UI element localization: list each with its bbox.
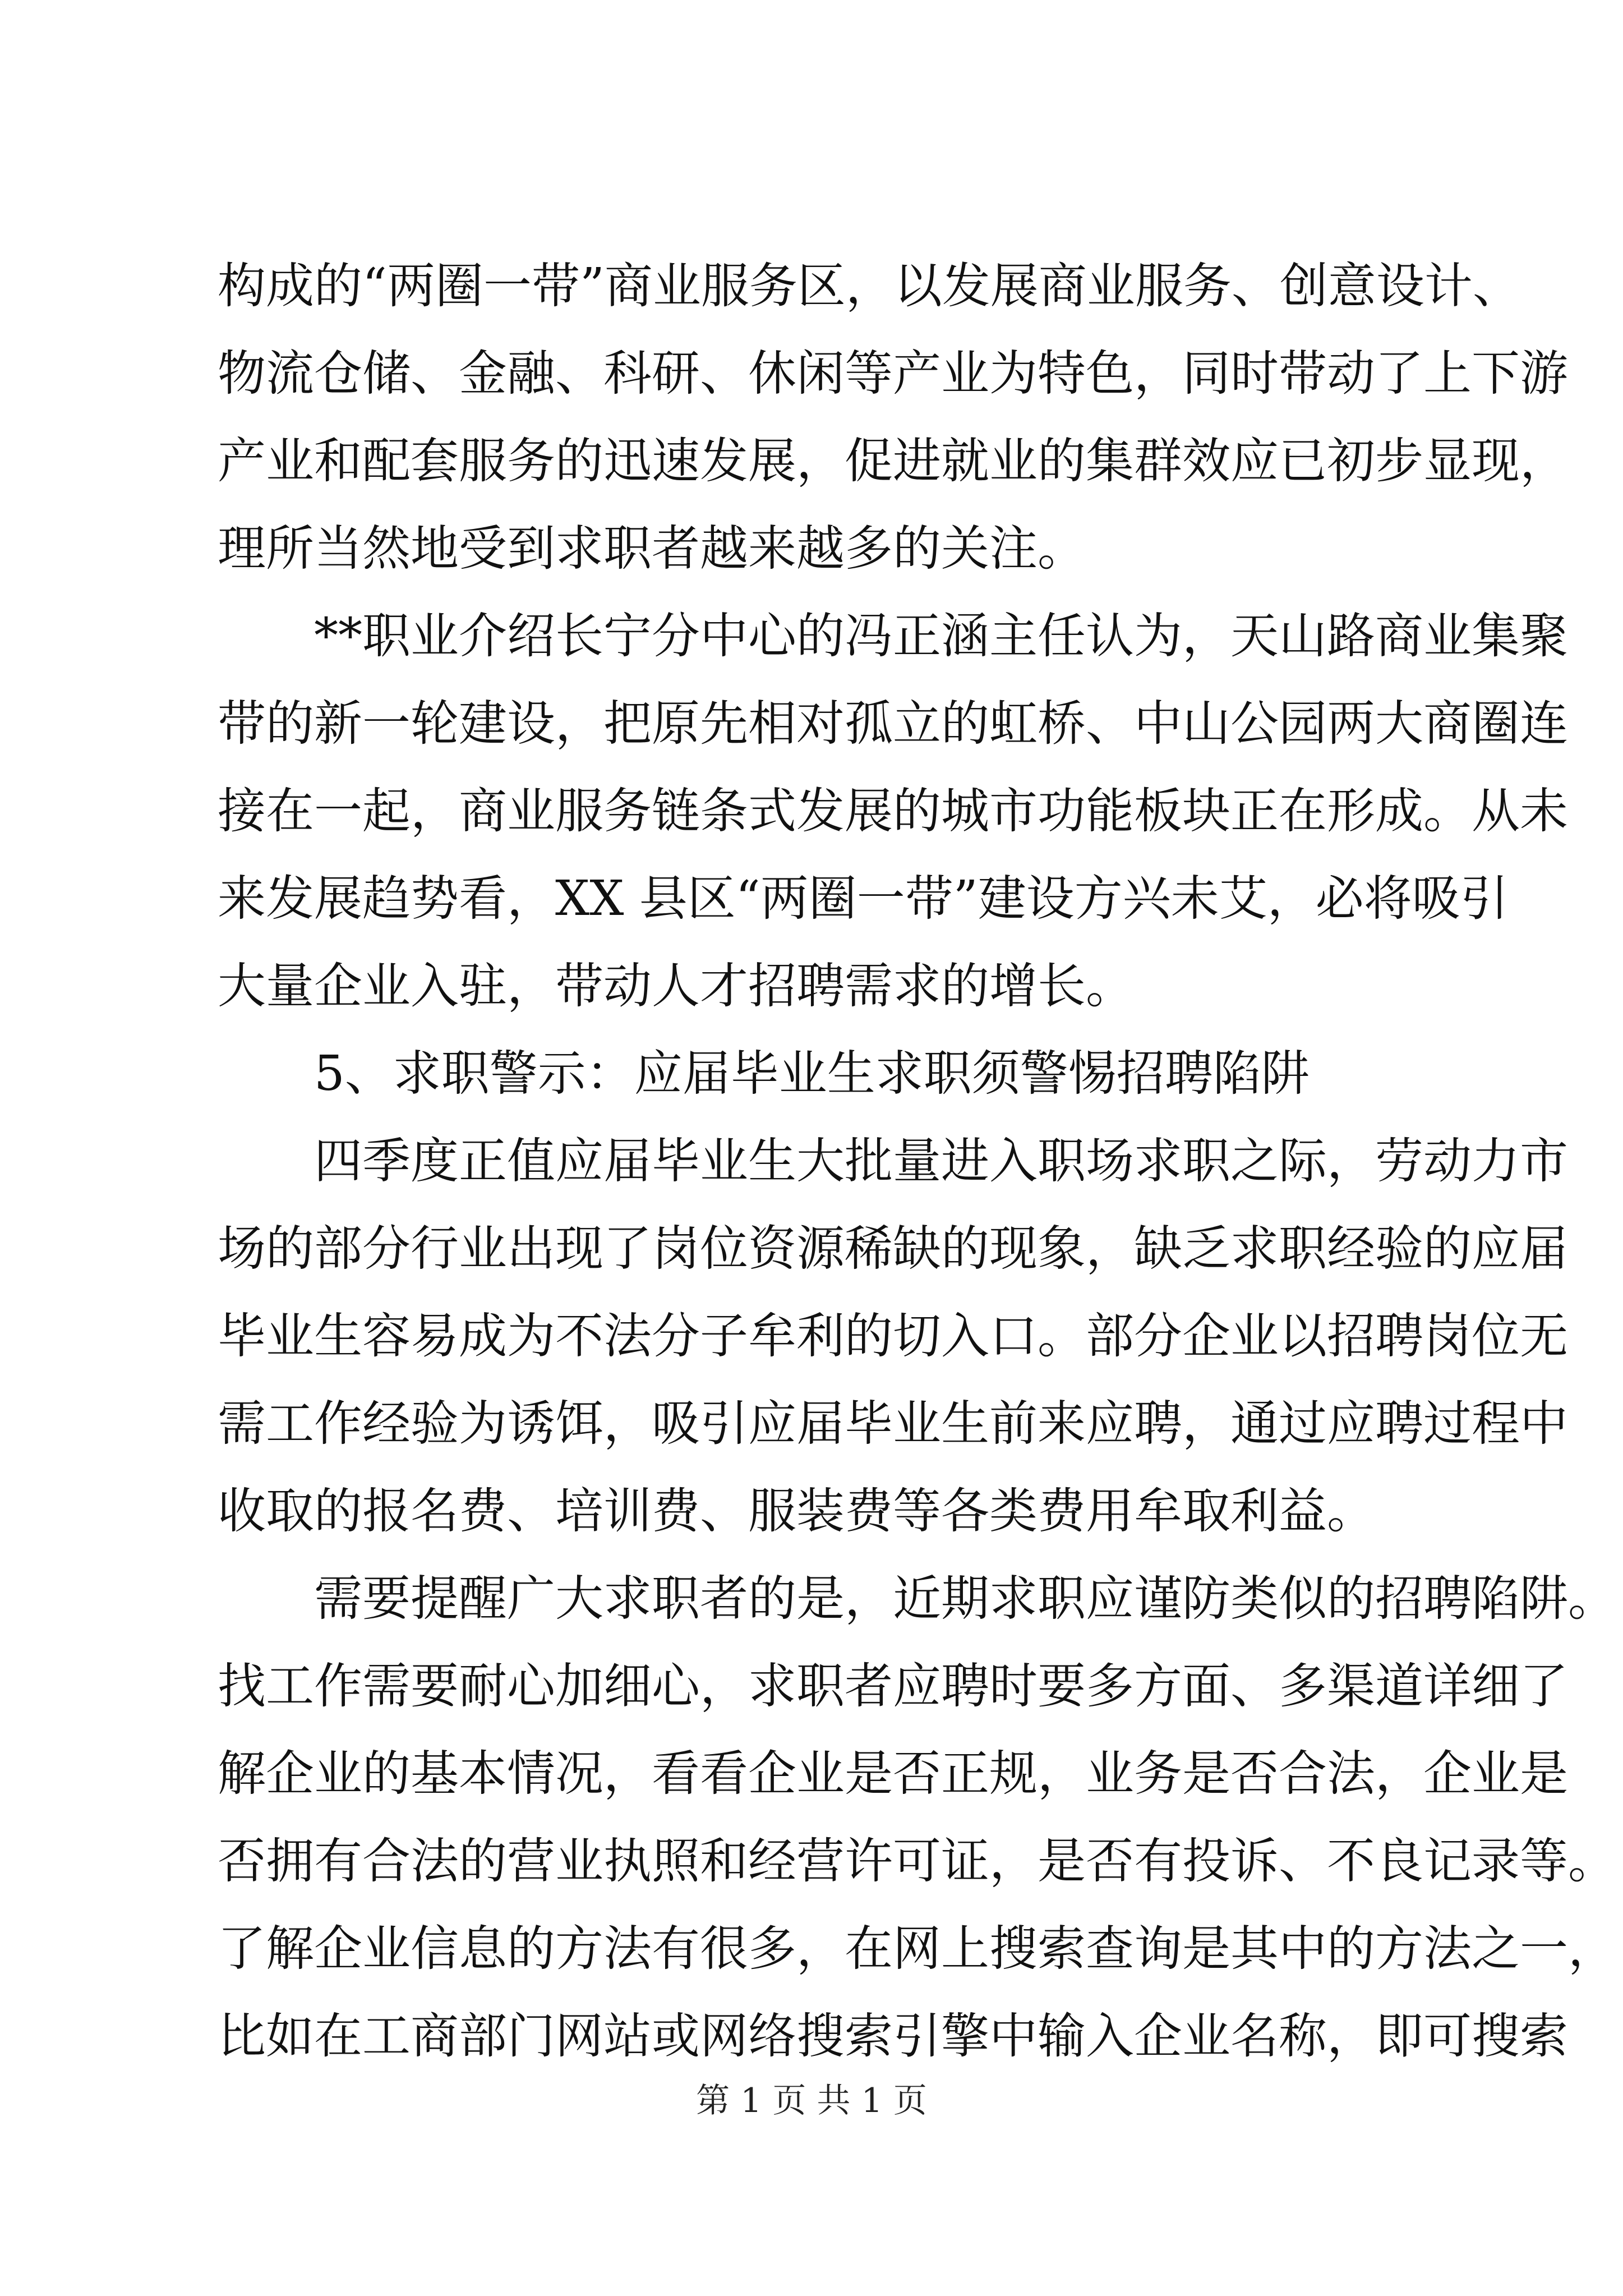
page-number-footer: 第 1 页 共 1 页 — [696, 2081, 927, 2120]
text-line: 比如在工商部门网站或网络搜索引擎中输入企业名称，即可搜索 — [218, 2008, 1568, 2064]
text-line: 场的部分行业出现了岗位资源稀缺的现象，缺乏求职经验的应届 — [218, 1221, 1568, 1277]
text-line: 找工作需要耐心加细心，求职者应聘时要多方面、多渠道详细了 — [218, 1658, 1568, 1714]
text-line: 需要提醒广大求职者的是，近期求职应谨防类似的招聘陷阱。 — [314, 1571, 1616, 1627]
text-line: 带的新一轮建设，把原先相对孤立的虹桥、中山公园两大商圈连 — [218, 696, 1568, 752]
document-body — [218, 242, 1616, 2080]
text-line: 需工作经验为诱饵，吸引应届毕业生前来应聘，通过应聘过程中 — [218, 1396, 1568, 1452]
text-line: 物流仓储、金融、科研、休闲等产业为特色，同时带动了上下游 — [218, 346, 1568, 402]
text-line: 理所当然地受到求职者越来越多的关注。 — [218, 521, 1086, 577]
text-line: 收取的报名费、培训费、服装费等各类费用牟取利益。 — [218, 1483, 1375, 1539]
text-line: 来发展趋势看，XX 县区“两圈一带”建设方兴未艾，必将吸引 — [218, 871, 1509, 927]
text-line: 了解企业信息的方法有很多，在网上搜索查询是其中的方法之一， — [218, 1921, 1616, 1977]
section-heading: 5、求职警示：应届毕业生求职须警惕招聘陷阱 — [314, 1046, 1310, 1102]
text-line: 接在一起，商业服务链条式发展的城市功能板块正在形成。从未 — [218, 783, 1568, 839]
text-line: 解企业的基本情况，看看企业是否正规，业务是否合法，企业是 — [218, 1746, 1568, 1802]
text-line: 否拥有合法的营业执照和经营许可证，是否有投诉、不良记录等。 — [218, 1833, 1616, 1889]
text-line: 毕业生容易成为不法分子牟利的切入口。部分企业以招聘岗位无 — [218, 1308, 1568, 1364]
text-line: 产业和配套服务的迅速发展，促进就业的集群效应已初步显现， — [218, 433, 1568, 489]
text-line: 大量企业入驻，带动人才招聘需求的增长。 — [218, 958, 1134, 1014]
text-line: 构成的“两圈一带”商业服务区，以发展商业服务、创意设计、 — [218, 258, 1521, 314]
text-line: 四季度正值应届毕业生大批量进入职场求职之际，劳动力市 — [314, 1133, 1568, 1189]
text-line: **职业介绍长宁分中心的冯正涵主任认为，天山路商业集聚 — [314, 608, 1568, 664]
